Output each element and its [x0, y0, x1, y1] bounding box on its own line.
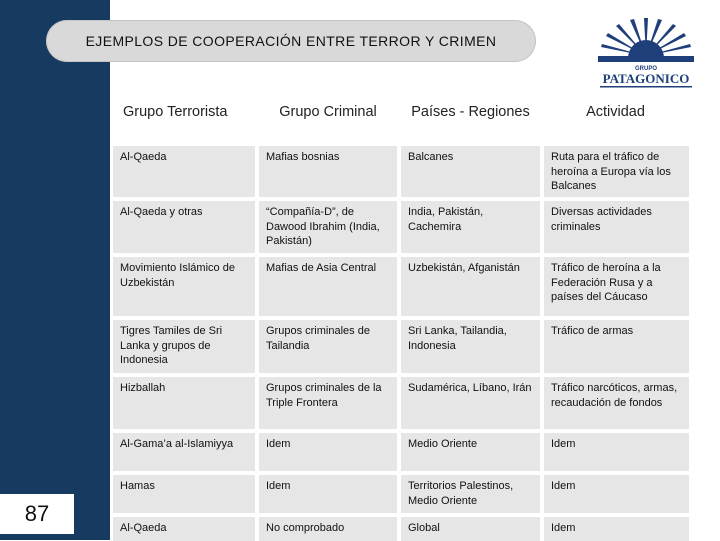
cell-paises-regiones: Medio Oriente	[399, 431, 542, 473]
table-row	[113, 199, 689, 255]
slide-title: EJEMPLOS DE COOPERACIÓN ENTRE TERROR Y CRIMEN	[85, 33, 497, 49]
cooperation-table	[113, 96, 689, 541]
slide-number: 87	[0, 494, 74, 534]
table-row	[113, 515, 689, 541]
table-row	[113, 431, 689, 473]
cell-grupo-criminal: Mafias de Asia Central	[257, 255, 399, 318]
logo-small-text: GRUPO	[634, 66, 658, 72]
cell-grupo-terrorista: Al-Qaeda	[113, 144, 257, 199]
cell-grupo-terrorista: Movimiento Islámico de Uzbekistán	[113, 255, 257, 318]
cell-paises-regiones: Sri Lanka, Tailandia, Indonesia	[399, 318, 542, 375]
cell-grupo-criminal: Grupos criminales de la Triple Frontera	[257, 375, 399, 431]
cell-paises-regiones: Uzbekistán, Afganistán	[399, 255, 542, 318]
logo-main-text: PATAGONICO	[602, 71, 690, 86]
cell-paises-regiones: Sudamérica, Líbano, Irán	[399, 375, 542, 431]
cell-grupo-terrorista: Hamas	[113, 473, 257, 515]
cell-paises-regiones: Territorios Palestinos, Medio Oriente	[399, 473, 542, 515]
cell-grupo-terrorista: Hizballah	[113, 375, 257, 431]
cell-grupo-criminal: “Compañía-D”, de Dawood Ibrahim (India, Pakistán)	[257, 199, 399, 255]
title-box	[46, 20, 536, 62]
cell-grupo-terrorista: Al-Qaeda y otras	[113, 199, 257, 255]
cell-paises-regiones: Global	[399, 515, 542, 541]
cell-actividad: Ruta para el tráfico de heroína a Europa vía los Balcanes	[542, 144, 689, 199]
cell-grupo-terrorista: Tigres Tamiles de Sri Lanka y grupos de Indonesia	[113, 318, 257, 375]
cell-actividad: Tráfico de armas	[542, 318, 689, 375]
table-row	[113, 473, 689, 515]
cell-grupo-criminal: No comprobado	[257, 515, 399, 541]
cell-actividad: Idem	[542, 515, 689, 541]
cell-grupo-criminal: Grupos criminales de Tailandia	[257, 318, 399, 375]
cell-grupo-terrorista: Al-Qaeda	[113, 515, 257, 541]
cell-actividad: Tráfico de heroína a la Federación Rusa y a países del Cáucaso	[542, 255, 689, 318]
cell-paises-regiones: Balcanes	[399, 144, 542, 199]
cell-paises-regiones: India, Pakistán, Cachemira	[399, 199, 542, 255]
table-row	[113, 375, 689, 431]
cell-actividad: Diversas actividades criminales	[542, 199, 689, 255]
table-row	[113, 318, 689, 375]
cell-grupo-criminal: Idem	[257, 431, 399, 473]
cell-actividad: Idem	[542, 473, 689, 515]
header-grupo-terrorista: Grupo Terrorista	[113, 96, 257, 144]
table-header-row	[113, 96, 689, 144]
table-row	[113, 144, 689, 199]
left-sidebar	[0, 0, 110, 540]
cell-grupo-criminal: Idem	[257, 473, 399, 515]
sunrise-logo-icon	[594, 16, 698, 92]
cell-actividad: Idem	[542, 431, 689, 473]
cell-actividad: Tráfico narcóticos, armas, recaudación de fondos	[542, 375, 689, 431]
cell-grupo-criminal: Mafias bosnias	[257, 144, 399, 199]
header-paises-regiones: Países - Regiones	[399, 96, 542, 144]
cell-grupo-terrorista: Al-Gama’a al-Islamiyya	[113, 431, 257, 473]
table-row	[113, 255, 689, 318]
header-actividad: Actividad	[542, 96, 689, 144]
header-grupo-criminal: Grupo Criminal	[257, 96, 399, 144]
